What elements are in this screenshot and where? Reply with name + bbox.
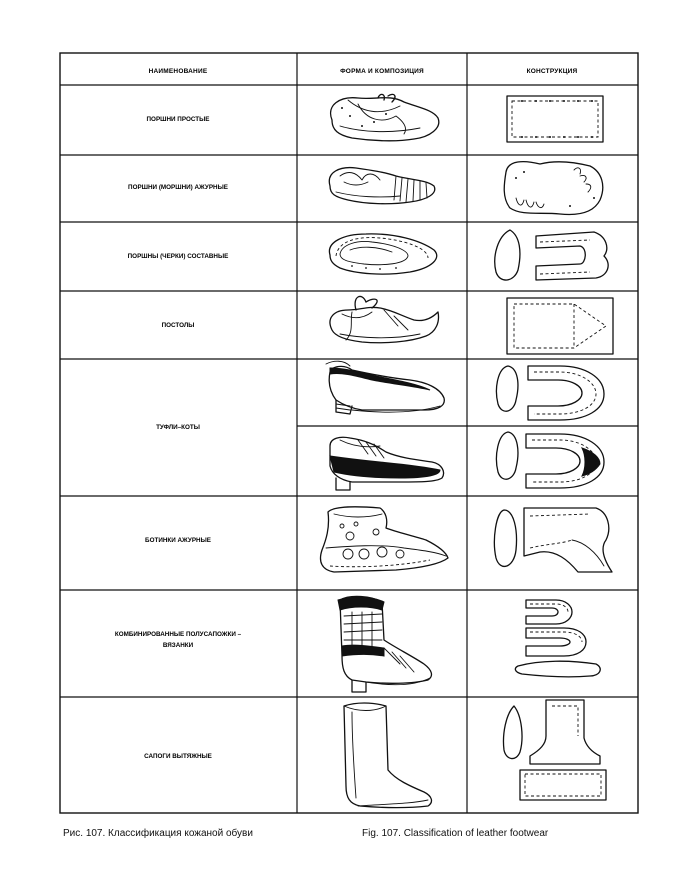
row-name-porshny-sostavnye: ПОРШНЫ (ЧЕРКИ) СОСТАВНЫЕ <box>127 253 229 260</box>
row-name-porshni-prostye: ПОРШНИ ПРОСТЫЕ <box>146 116 210 123</box>
construction-tufli-2 <box>496 432 604 488</box>
row-name-kombinirovannye-line1: КОМБИНИРОВАННЫЕ ПОЛУСАПОЖКИ – <box>114 631 242 638</box>
caption-russian: Рис. 107. Классификация кожаной обуви <box>63 828 253 839</box>
construction-sapogi-vytyazhnye <box>503 700 606 800</box>
row-name-tufli-koty: ТУФЛИ–КОТЫ <box>156 424 200 431</box>
row-name-botinki-azhurnye: БОТИНКИ АЖУРНЫЕ <box>145 537 211 544</box>
caption-english: Fig. 107. Classification of leather footwear <box>362 828 549 839</box>
row-name-sapogi-vytyazhnye: САПОГИ ВЫТЯЖНЫЕ <box>144 753 212 760</box>
shoe-drawing-tufli-1 <box>326 361 444 414</box>
construction-kombinirovannye <box>515 600 600 677</box>
shoe-drawing-postoly <box>330 296 439 342</box>
row-name-kombinirovannye-line2: ВЯЗАНКИ <box>162 642 194 649</box>
shoe-drawing-botinki-azhurnye <box>321 507 449 572</box>
construction-porshni-azhurnye <box>504 162 603 215</box>
row-name-postoly: ПОСТОЛЫ <box>161 322 195 329</box>
construction-tufli-1 <box>496 366 604 420</box>
shoe-drawing-sapogi-vytyazhnye <box>344 703 431 808</box>
shoe-drawing-kombinirovannye-polusapozhki <box>338 596 431 692</box>
shoe-drawing-porshni-azhurnye <box>329 168 434 204</box>
construction-porshny-sostavnye <box>495 230 608 280</box>
header-name: НАИМЕНОВАНИЕ <box>148 68 208 75</box>
shoe-drawing-porshny-sostavnye <box>329 234 436 274</box>
construction-postoly <box>507 298 613 354</box>
construction-botinki-azhurnye <box>494 508 612 572</box>
header-form: ФОРМА И КОМПОЗИЦИЯ <box>340 68 424 75</box>
shoe-drawing-tufli-2 <box>330 437 444 490</box>
header-construction: КОНСТРУКЦИЯ <box>526 68 578 75</box>
shoe-drawing-porshni-prostye <box>331 94 439 140</box>
row-name-porshni-azhurnye: ПОРШНИ (МОРШНИ) АЖУРНЫЕ <box>128 184 228 191</box>
construction-porshni-prostye <box>507 96 603 142</box>
